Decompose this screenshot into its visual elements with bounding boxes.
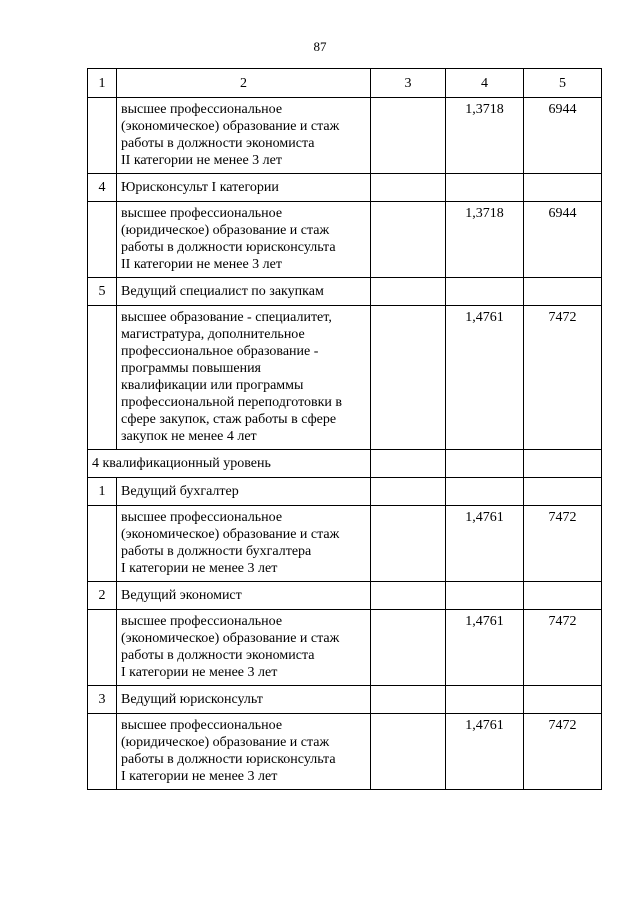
col3-cell: [371, 450, 446, 478]
position-title-row: [88, 278, 602, 306]
requirements-line: работы в должности юрисконсульта: [121, 752, 336, 767]
requirements-line: профессиональное образование -: [121, 344, 319, 359]
requirements-line: высшее профессиональное: [121, 614, 283, 629]
requirements-line: работы в должности экономиста: [121, 136, 315, 151]
requirements-line: (экономическое) образование и стаж: [121, 527, 340, 542]
position-title: Юрисконсульт I категории: [117, 174, 371, 202]
requirements-line: высшее профессиональное: [121, 102, 283, 117]
header-cell-3: 3: [371, 69, 446, 98]
position-title-row: [88, 478, 602, 506]
col3-cell: [371, 686, 446, 714]
requirements-text: [117, 306, 371, 450]
requirements-text: [117, 202, 371, 278]
salary-cell: 6944: [524, 98, 602, 174]
requirements-text: [117, 506, 371, 582]
requirements-line: I категории не менее 3 лет: [121, 769, 278, 784]
requirements-row: [88, 506, 602, 582]
requirements-row: [88, 306, 602, 450]
requirements-line: (экономическое) образование и стаж: [121, 631, 340, 646]
col3-cell: [371, 278, 446, 306]
row-number: [88, 202, 117, 278]
coefficient-cell: 1,4761: [446, 306, 524, 450]
coefficient-cell: 1,4761: [446, 714, 524, 790]
salary-cell: [524, 582, 602, 610]
salary-cell: [524, 450, 602, 478]
requirements-row: [88, 202, 602, 278]
requirements-line: программы повышения: [121, 361, 261, 376]
table-header-row: [88, 69, 602, 98]
table-body: [88, 69, 602, 790]
requirements-text: [117, 98, 371, 174]
requirements-line: закупок не менее 4 лет: [121, 429, 257, 444]
salary-cell: 7472: [524, 306, 602, 450]
row-number: 5: [88, 278, 117, 306]
position-title: Ведущий юрисконсульт: [117, 686, 371, 714]
header-cell-1: 1: [88, 69, 117, 98]
requirements-line: работы в должности бухгалтера: [121, 544, 312, 559]
position-title-row: [88, 582, 602, 610]
salary-cell: [524, 174, 602, 202]
col3-cell: [371, 98, 446, 174]
col3-cell: [371, 174, 446, 202]
requirements-line: (юридическое) образование и стаж: [121, 735, 330, 750]
requirements-line: (юридическое) образование и стаж: [121, 223, 330, 238]
row-number: 2: [88, 582, 117, 610]
requirements-row: [88, 98, 602, 174]
requirements-line: I категории не менее 3 лет: [121, 665, 278, 680]
col3-cell: [371, 610, 446, 686]
requirements-line: квалификации или программы: [121, 378, 304, 393]
row-number: [88, 98, 117, 174]
row-number: [88, 610, 117, 686]
requirements-line: высшее образование - специалитет,: [121, 310, 332, 325]
salary-cell: [524, 478, 602, 506]
coefficient-cell: [446, 278, 524, 306]
header-cell-5: 5: [524, 69, 602, 98]
position-title-row: [88, 174, 602, 202]
requirements-row: [88, 610, 602, 686]
row-number: [88, 306, 117, 450]
coefficient-cell: 1,3718: [446, 98, 524, 174]
requirements-line: работы в должности экономиста: [121, 648, 315, 663]
col3-cell: [371, 202, 446, 278]
coefficient-cell: 1,4761: [446, 506, 524, 582]
salary-cell: [524, 686, 602, 714]
requirements-line: работы в должности юрисконсульта: [121, 240, 336, 255]
requirements-line: II категории не менее 3 лет: [121, 153, 282, 168]
requirements-line: магистратура, дополнительное: [121, 327, 305, 342]
salary-cell: 6944: [524, 202, 602, 278]
col3-cell: [371, 582, 446, 610]
row-number: 3: [88, 686, 117, 714]
header-cell-2: 2: [117, 69, 371, 98]
coefficient-cell: 1,3718: [446, 202, 524, 278]
requirements-line: высшее профессиональное: [121, 718, 283, 733]
qualification-level-row: [88, 450, 602, 478]
col3-cell: [371, 506, 446, 582]
coefficient-cell: [446, 450, 524, 478]
qualification-level-label: 4 квалификационный уровень: [88, 450, 371, 478]
row-number: 1: [88, 478, 117, 506]
header-cell-4: 4: [446, 69, 524, 98]
salary-cell: 7472: [524, 506, 602, 582]
salary-cell: 7472: [524, 610, 602, 686]
position-title: Ведущий специалист по закупкам: [117, 278, 371, 306]
row-number: [88, 714, 117, 790]
requirements-line: I категории не менее 3 лет: [121, 561, 278, 576]
requirements-line: сфере закупок, стаж работы в сфере: [121, 412, 337, 427]
coefficient-cell: [446, 478, 524, 506]
salary-cell: 7472: [524, 714, 602, 790]
page-number: 87: [313, 39, 327, 54]
position-title-row: [88, 686, 602, 714]
requirements-line: профессиональной переподготовки в: [121, 395, 343, 410]
requirements-line: II категории не менее 3 лет: [121, 257, 282, 272]
requirements-line: (экономическое) образование и стаж: [121, 119, 340, 134]
coefficient-cell: 1,4761: [446, 610, 524, 686]
row-number: [88, 506, 117, 582]
col3-cell: [371, 714, 446, 790]
requirements-text: [117, 714, 371, 790]
qualification-table: [87, 68, 602, 790]
position-title: Ведущий экономист: [117, 582, 371, 610]
position-title: Ведущий бухгалтер: [117, 478, 371, 506]
coefficient-cell: [446, 582, 524, 610]
requirements-row: [88, 714, 602, 790]
coefficient-cell: [446, 174, 524, 202]
row-number: 4: [88, 174, 117, 202]
requirements-text: [117, 610, 371, 686]
col3-cell: [371, 306, 446, 450]
coefficient-cell: [446, 686, 524, 714]
requirements-line: высшее профессиональное: [121, 206, 283, 221]
salary-cell: [524, 278, 602, 306]
col3-cell: [371, 478, 446, 506]
requirements-line: высшее профессиональное: [121, 510, 283, 525]
